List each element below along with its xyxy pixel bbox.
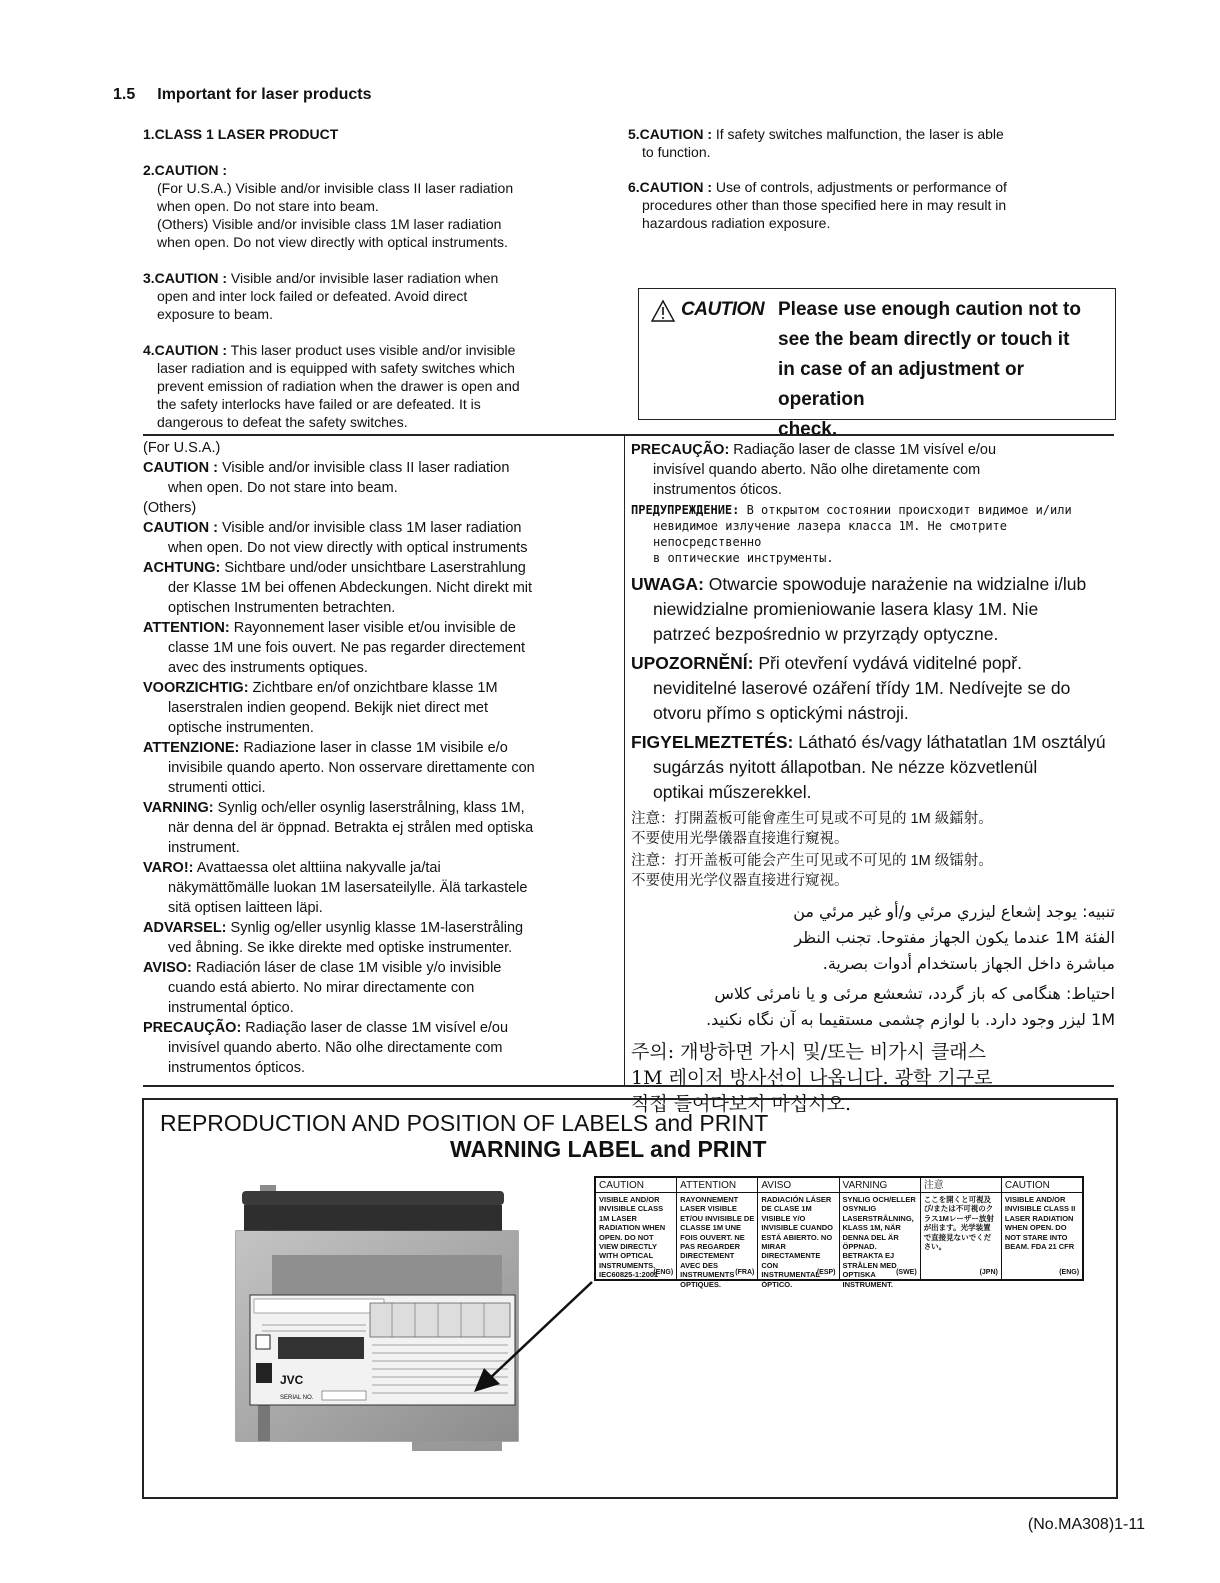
region-label: (Others) <box>143 500 197 516</box>
caution-message-line: see the beam directly or touch it <box>778 329 1070 350</box>
language-line: näkymättõmälle luokan 1M lasersateilylle. Älä tarkastele <box>168 880 528 896</box>
section-number: 1.5 <box>113 86 136 103</box>
chinese-traditional <box>631 809 1115 849</box>
language-text: Zichtbare en/of onzichtbare klasse 1M <box>248 680 498 696</box>
language-heading: UPOZORNĚNÍ: <box>631 653 754 673</box>
language-notice-first-line <box>143 558 621 578</box>
language-notice-first-line <box>143 1018 621 1038</box>
language-line: instrumentos ópticos. <box>168 1060 306 1076</box>
language-text: В открытом состоянии происходит видимое и/или <box>739 503 1072 517</box>
region-label: (For U.S.A.) <box>143 440 221 456</box>
language-line: в оптические инструменты. <box>653 551 834 565</box>
language-line: optische instrumenten. <box>168 720 314 736</box>
language-heading: VARO!: <box>143 860 194 876</box>
multilingual-right <box>631 440 1115 1117</box>
warning-label-heading: AVISO <box>758 1180 838 1193</box>
language-heading: CAUTION : <box>143 460 218 476</box>
language-heading: FIGYELMEZTETÉS: <box>631 732 794 752</box>
multilingual-left <box>143 438 621 1078</box>
language-notice <box>143 798 621 858</box>
notice <box>143 161 613 251</box>
notice-first-line <box>143 341 613 359</box>
language-text: Synlig og/eller usynlig klasse 1M-laserstråling <box>226 920 524 936</box>
persian-notice <box>631 981 1115 1033</box>
language-heading: ADVARSEL: <box>143 920 227 936</box>
notice-text: If safety switches malfunction, the laser is able <box>712 126 1004 142</box>
warning-label-heading: ATTENTION <box>677 1180 757 1193</box>
language-text: Radiação laser de classe 1M visível e/ou <box>729 442 997 458</box>
notice-heading: 5.CAUTION : <box>628 126 712 142</box>
caution-message-line: Please use enough caution not to <box>778 299 1081 320</box>
chinese-traditional-line: 不要使用光學儀器直接進行窺視。 <box>631 831 849 847</box>
warning-label-column <box>921 1178 1002 1279</box>
notice <box>143 269 613 323</box>
caution-box <box>638 288 1116 440</box>
warning-label-language: (ENG) <box>1059 1268 1080 1276</box>
notice-heading: 2.CAUTION : <box>143 162 227 178</box>
notice-first-line <box>628 125 1108 143</box>
notice-line: when open. Do not stare into beam. <box>157 198 379 214</box>
persian-notice-line: 1M لیزر وجود دارد. با لوازم چشمی مستقیما به آن نگاه نکنید. <box>706 1010 1115 1029</box>
notice-line: laser radiation and is equipped with safety switches which <box>157 360 515 376</box>
language-notice-first-line <box>631 651 1115 676</box>
warning-label-column <box>758 1178 839 1289</box>
language-notice <box>631 502 1115 566</box>
arrow-icon <box>470 1280 595 1395</box>
warning-label-heading: 注意 <box>921 1180 1001 1193</box>
section-heading: Important for laser products <box>157 86 372 103</box>
chinese-simplified <box>631 851 1115 891</box>
language-notice-first-line <box>631 502 1115 518</box>
notice-first-line <box>143 161 613 179</box>
language-notice <box>143 1018 621 1078</box>
language-line: невидимое излучение лазера класса 1M. Не смотрите непосредственно <box>653 519 1008 549</box>
language-text: Sichtbare und/oder unsichtbare Laserstrahlung <box>220 560 526 576</box>
notice-line: prevent emission of radiation when the drawer is open and <box>157 378 520 394</box>
notice-line: (Others) Visible and/or invisible class 1M laser radiation <box>157 216 502 232</box>
reproduction-title: REPRODUCTION AND POSITION OF LABELS and PRINT <box>160 1110 769 1136</box>
language-notice <box>143 618 621 678</box>
language-text: Avattaessa olet alttiina nakyvalle ja/tai <box>193 860 441 876</box>
language-line: invisível quando aberto. Não olhe directamente com <box>168 1040 503 1056</box>
language-notice-first-line <box>143 858 621 878</box>
warning-label-language: (ENG) <box>653 1268 674 1276</box>
notice-text: Visible and/or invisible laser radiation when <box>227 270 499 286</box>
language-heading: ПРЕДУПРЕЖДЕНИЕ: <box>631 503 740 517</box>
language-heading: CAUTION : <box>143 520 218 536</box>
language-line: instrumental óptico. <box>168 1000 294 1016</box>
reproduction-subtitle: WARNING LABEL and PRINT <box>450 1136 767 1162</box>
language-notice <box>143 518 621 558</box>
warning-label-column <box>840 1178 921 1289</box>
arabic-notice <box>631 899 1115 977</box>
language-heading: VOORZICHTIG: <box>143 680 249 696</box>
language-line: när denna del är öppnad. Betrakta ej strålen med optiska <box>168 820 534 836</box>
warning-triangle-icon <box>651 300 675 322</box>
language-notice <box>143 678 621 738</box>
chinese-traditional-line: 注意：打開蓋板可能會產生可見或不可見的 1M 級鐳射。 <box>631 811 993 827</box>
korean-notice-line: 직접 들여다보지 마십시오. <box>631 1093 852 1115</box>
notice-line: the safety interlocks have failed or are defeated. It is <box>157 396 481 412</box>
warning-label-text: RAYONNEMENT LASER VISIBLE ET/OU INVISIBLE DE CLASSE 1M UNE FOIS OUVERT. NE PAS REGARDER DIRECTEMENT AVEC DES INSTRUMENTS OPTIQUES. <box>680 1195 755 1289</box>
language-notice-first-line <box>143 458 621 478</box>
language-line: der Klasse 1M bei offenen Abdeckungen. Nicht direkt mit <box>168 580 533 596</box>
notice-heading: 1.CLASS 1 LASER PRODUCT <box>143 126 339 142</box>
chinese-simplified-line: 不要使用光学仪器直接进行窥视。 <box>631 873 849 889</box>
warning-label-text: ここを開くと可視及び/または不可視のクラス1Mレーザー放射が出ます。光学装置で直接見ないでください。 <box>923 1195 994 1252</box>
language-notice <box>143 918 621 958</box>
language-heading: ATTENTION: <box>143 620 230 636</box>
language-notice <box>631 440 1115 500</box>
notice-first-line <box>143 125 613 143</box>
language-notice-first-line <box>143 738 621 758</box>
device-serial-label: SERIAL NO. <box>280 1395 314 1401</box>
notice-line: procedures other than those specified here in may result in <box>642 197 1007 213</box>
notice-line: exposure to beam. <box>157 306 273 322</box>
persian-notice-line: احتیاط: هنگامی که باز گردد، تشعشع مرئی و یا نامرئی کلاس <box>714 984 1115 1003</box>
language-notice-first-line <box>143 958 621 978</box>
language-line: laserstralen indien geopend. Bekijk niet direct met <box>168 700 488 716</box>
arabic-notice-line: تنبيه: يوجد إشعاع ليزري مرئي و/أو غير مرئي من <box>793 902 1115 921</box>
warning-label-column <box>677 1178 758 1289</box>
language-heading: ACHTUNG: <box>143 560 221 576</box>
language-notice-first-line <box>143 518 621 538</box>
warning-label-language: (ESP) <box>816 1268 836 1276</box>
divider-top <box>143 434 1114 436</box>
notice-text: This laser product uses visible and/or invisible <box>227 342 516 358</box>
warning-label-heading: VARNING <box>840 1180 920 1193</box>
chinese-simplified-line: 注意：打开盖板可能会产生可见或不可见的 1M 级镭射。 <box>631 853 993 869</box>
language-heading: AVISO: <box>143 960 192 976</box>
notice-first-line <box>628 178 1108 196</box>
warning-label-language: (JPN) <box>979 1268 998 1276</box>
warning-label-text: SYNLIG OCH/ELLER OSYNLIG LASERSTRÅLNING, KLASS 1M, NÄR DENNA DEL ÄR ÖPPNAD. BETRAKTA EJ STRÅLEN MED OPTISKA INSTRUMENT. <box>842 1195 916 1289</box>
notice-line: to function. <box>642 144 711 160</box>
language-notice <box>143 858 621 918</box>
warning-label-heading: CAUTION <box>596 1180 676 1193</box>
korean-notice-line: 주의: 개방하면 가시 및/또는 비가시 클래스 <box>631 1041 987 1063</box>
language-line: sitä optisen laitteen läpi. <box>168 900 323 916</box>
language-text: Při otevření vydává viditelné popř. <box>753 653 1022 673</box>
language-text: Radiazione laser in classe 1M visibile e/o <box>239 740 508 756</box>
language-notice <box>631 572 1115 647</box>
language-notice <box>143 558 621 618</box>
device-faceplate <box>242 1191 504 1205</box>
warning-label-column <box>596 1178 677 1279</box>
language-heading: PRECAUÇÃO: <box>631 442 730 458</box>
language-heading: PRECAUÇÃO: <box>143 1020 242 1036</box>
language-heading: VARNING: <box>143 800 214 816</box>
arabic-notice-line: الفئة 1M عندما يكون الجهاز مفتوحا. تجنب النظر <box>794 928 1115 947</box>
language-notice-first-line <box>143 798 621 818</box>
language-notice <box>143 958 621 1018</box>
language-line: invisibile quando aperto. Non osservare direttamente con <box>168 760 535 776</box>
language-notice-first-line <box>631 440 1115 460</box>
notice <box>143 341 613 431</box>
caution-message <box>778 295 1115 445</box>
notice-line: when open. Do not view directly with optical instruments. <box>157 234 508 250</box>
language-text: Radiação laser de classe 1M visível e/ou <box>241 1020 509 1036</box>
language-text: Synlig och/eller osynlig laserstrålning, klass 1M, <box>213 800 525 816</box>
language-line: otvoru přímo s optickými nástroji. <box>653 703 909 723</box>
upper-left-notices <box>143 125 613 431</box>
language-line: instrument. <box>168 840 240 856</box>
language-heading: ATTENZIONE: <box>143 740 240 756</box>
notice <box>143 125 613 143</box>
page-footer: (No.MA308)1-11 <box>1027 1516 1145 1533</box>
warning-label-heading: CAUTION <box>1002 1180 1082 1193</box>
language-line: instrumentos óticos. <box>653 482 782 498</box>
device-brand: JVC <box>280 1373 304 1387</box>
warning-label-text: VISIBLE AND/OR INVISIBLE CLASS II LASER RADIATION WHEN OPEN. DO NOT STARE INTO BEAM. FDA 21 CFR <box>1004 1195 1076 1252</box>
korean-notice-line: 1M 레이저 방사선이 나옵니다. 광학 기구로 <box>631 1067 993 1089</box>
notice-line: hazardous radiation exposure. <box>642 215 831 231</box>
language-text: Visible and/or invisible class II laser radiation <box>217 460 510 476</box>
language-notice-first-line <box>631 730 1115 755</box>
language-text: Rayonnement laser visible et/ou invisible de <box>229 620 516 636</box>
notice-line: open and inter lock failed or defeated. Avoid direct <box>157 288 468 304</box>
warning-label-column <box>1002 1178 1082 1279</box>
language-notice-first-line <box>631 572 1115 597</box>
language-line: when open. Do not view directly with optical instruments <box>168 540 528 556</box>
language-line: optikai műszerekkel. <box>653 782 812 802</box>
language-line: niewidzialne promieniowanie lasera klasy 1M. Nie <box>653 599 1039 619</box>
language-line: cuando está abierto. No mirar directamente con <box>168 980 475 996</box>
notice-line: (For U.S.A.) Visible and/or invisible class II laser radiation <box>157 180 514 196</box>
language-notice <box>631 730 1115 805</box>
notice-first-line <box>143 269 613 287</box>
language-line: ved åbning. Se ikke direkte med optiske instrumenter. <box>168 940 513 956</box>
caution-message-line: check. <box>778 419 838 440</box>
language-line: invisível quando aberto. Não olhe diretamente com <box>653 462 981 478</box>
notice-heading: 3.CAUTION : <box>143 270 227 286</box>
arabic-notice-line: مباشرة داخل الجهاز باستخدام أدوات بصرية. <box>822 954 1115 973</box>
language-line: sugárzás nyitott állapotban. Ne nézze közvetlenül <box>653 757 1038 777</box>
language-text: Látható és/vagy láthatatlan 1M osztályú <box>793 732 1106 752</box>
warning-label-text: RADIACIÓN LÁSER DE CLASE 1M VISIBLE Y/O INVISIBLE CUANDO ESTÁ ABIERTO. NO MIRAR DIRECTAMENTE CON INSTRUMENTAL ÓPTICO. <box>761 1195 834 1289</box>
language-line: strumenti ottici. <box>168 780 266 796</box>
caution-label: CAUTION <box>681 299 765 320</box>
language-text: Radiación láser de clase 1M visible y/o invisible <box>191 960 502 976</box>
language-notice-first-line <box>143 918 621 938</box>
language-line: patrzeć bezpośrednio w przyrządy optyczne. <box>653 624 999 644</box>
warning-label-language: (SWE) <box>896 1268 917 1276</box>
language-notice-first-line <box>143 618 621 638</box>
language-line: neviditelné laserové ozáření třídy 1M. Nedívejte se do <box>653 678 1071 698</box>
notice-line: dangerous to defeat the safety switches. <box>157 414 408 430</box>
warning-label-text: VISIBLE AND/OR INVISIBLE CLASS 1M LASER RADIATION WHEN OPEN. DO NOT VIEW DIRECTLY WITH OPTICAL INSTRUMENTS. IEC60825-1:2001 <box>599 1195 666 1280</box>
language-notice <box>143 458 621 498</box>
notice-heading: 4.CAUTION : <box>143 342 227 358</box>
language-heading: UWAGA: <box>631 574 704 594</box>
divider-center <box>624 435 625 1086</box>
language-line: avec des instruments optiques. <box>168 660 368 676</box>
language-notice <box>143 738 621 798</box>
warning-label <box>594 1176 1084 1289</box>
language-line: classe 1M une fois ouvert. Ne pas regarder directement <box>168 640 526 656</box>
notice-text: Use of controls, adjustments or performance of <box>712 179 1007 195</box>
language-text: Visible and/or invisible class 1M laser radiation <box>217 520 522 536</box>
language-line: optischen Instrumenten betrachten. <box>168 600 396 616</box>
notice <box>628 178 1108 232</box>
language-notice <box>631 651 1115 726</box>
language-line: when open. Do not stare into beam. <box>168 480 398 496</box>
language-text: Otwarcie spowoduje narażenie na widzialne i/lub <box>703 574 1087 594</box>
upper-right-notices <box>628 125 1108 232</box>
section-title <box>113 86 372 104</box>
language-notice-first-line <box>143 678 621 698</box>
notice-heading: 6.CAUTION : <box>628 179 712 195</box>
warning-label-language: (FRA) <box>735 1268 755 1276</box>
caution-message-line: in case of an adjustment or operation <box>778 359 1024 410</box>
notice <box>628 125 1108 161</box>
